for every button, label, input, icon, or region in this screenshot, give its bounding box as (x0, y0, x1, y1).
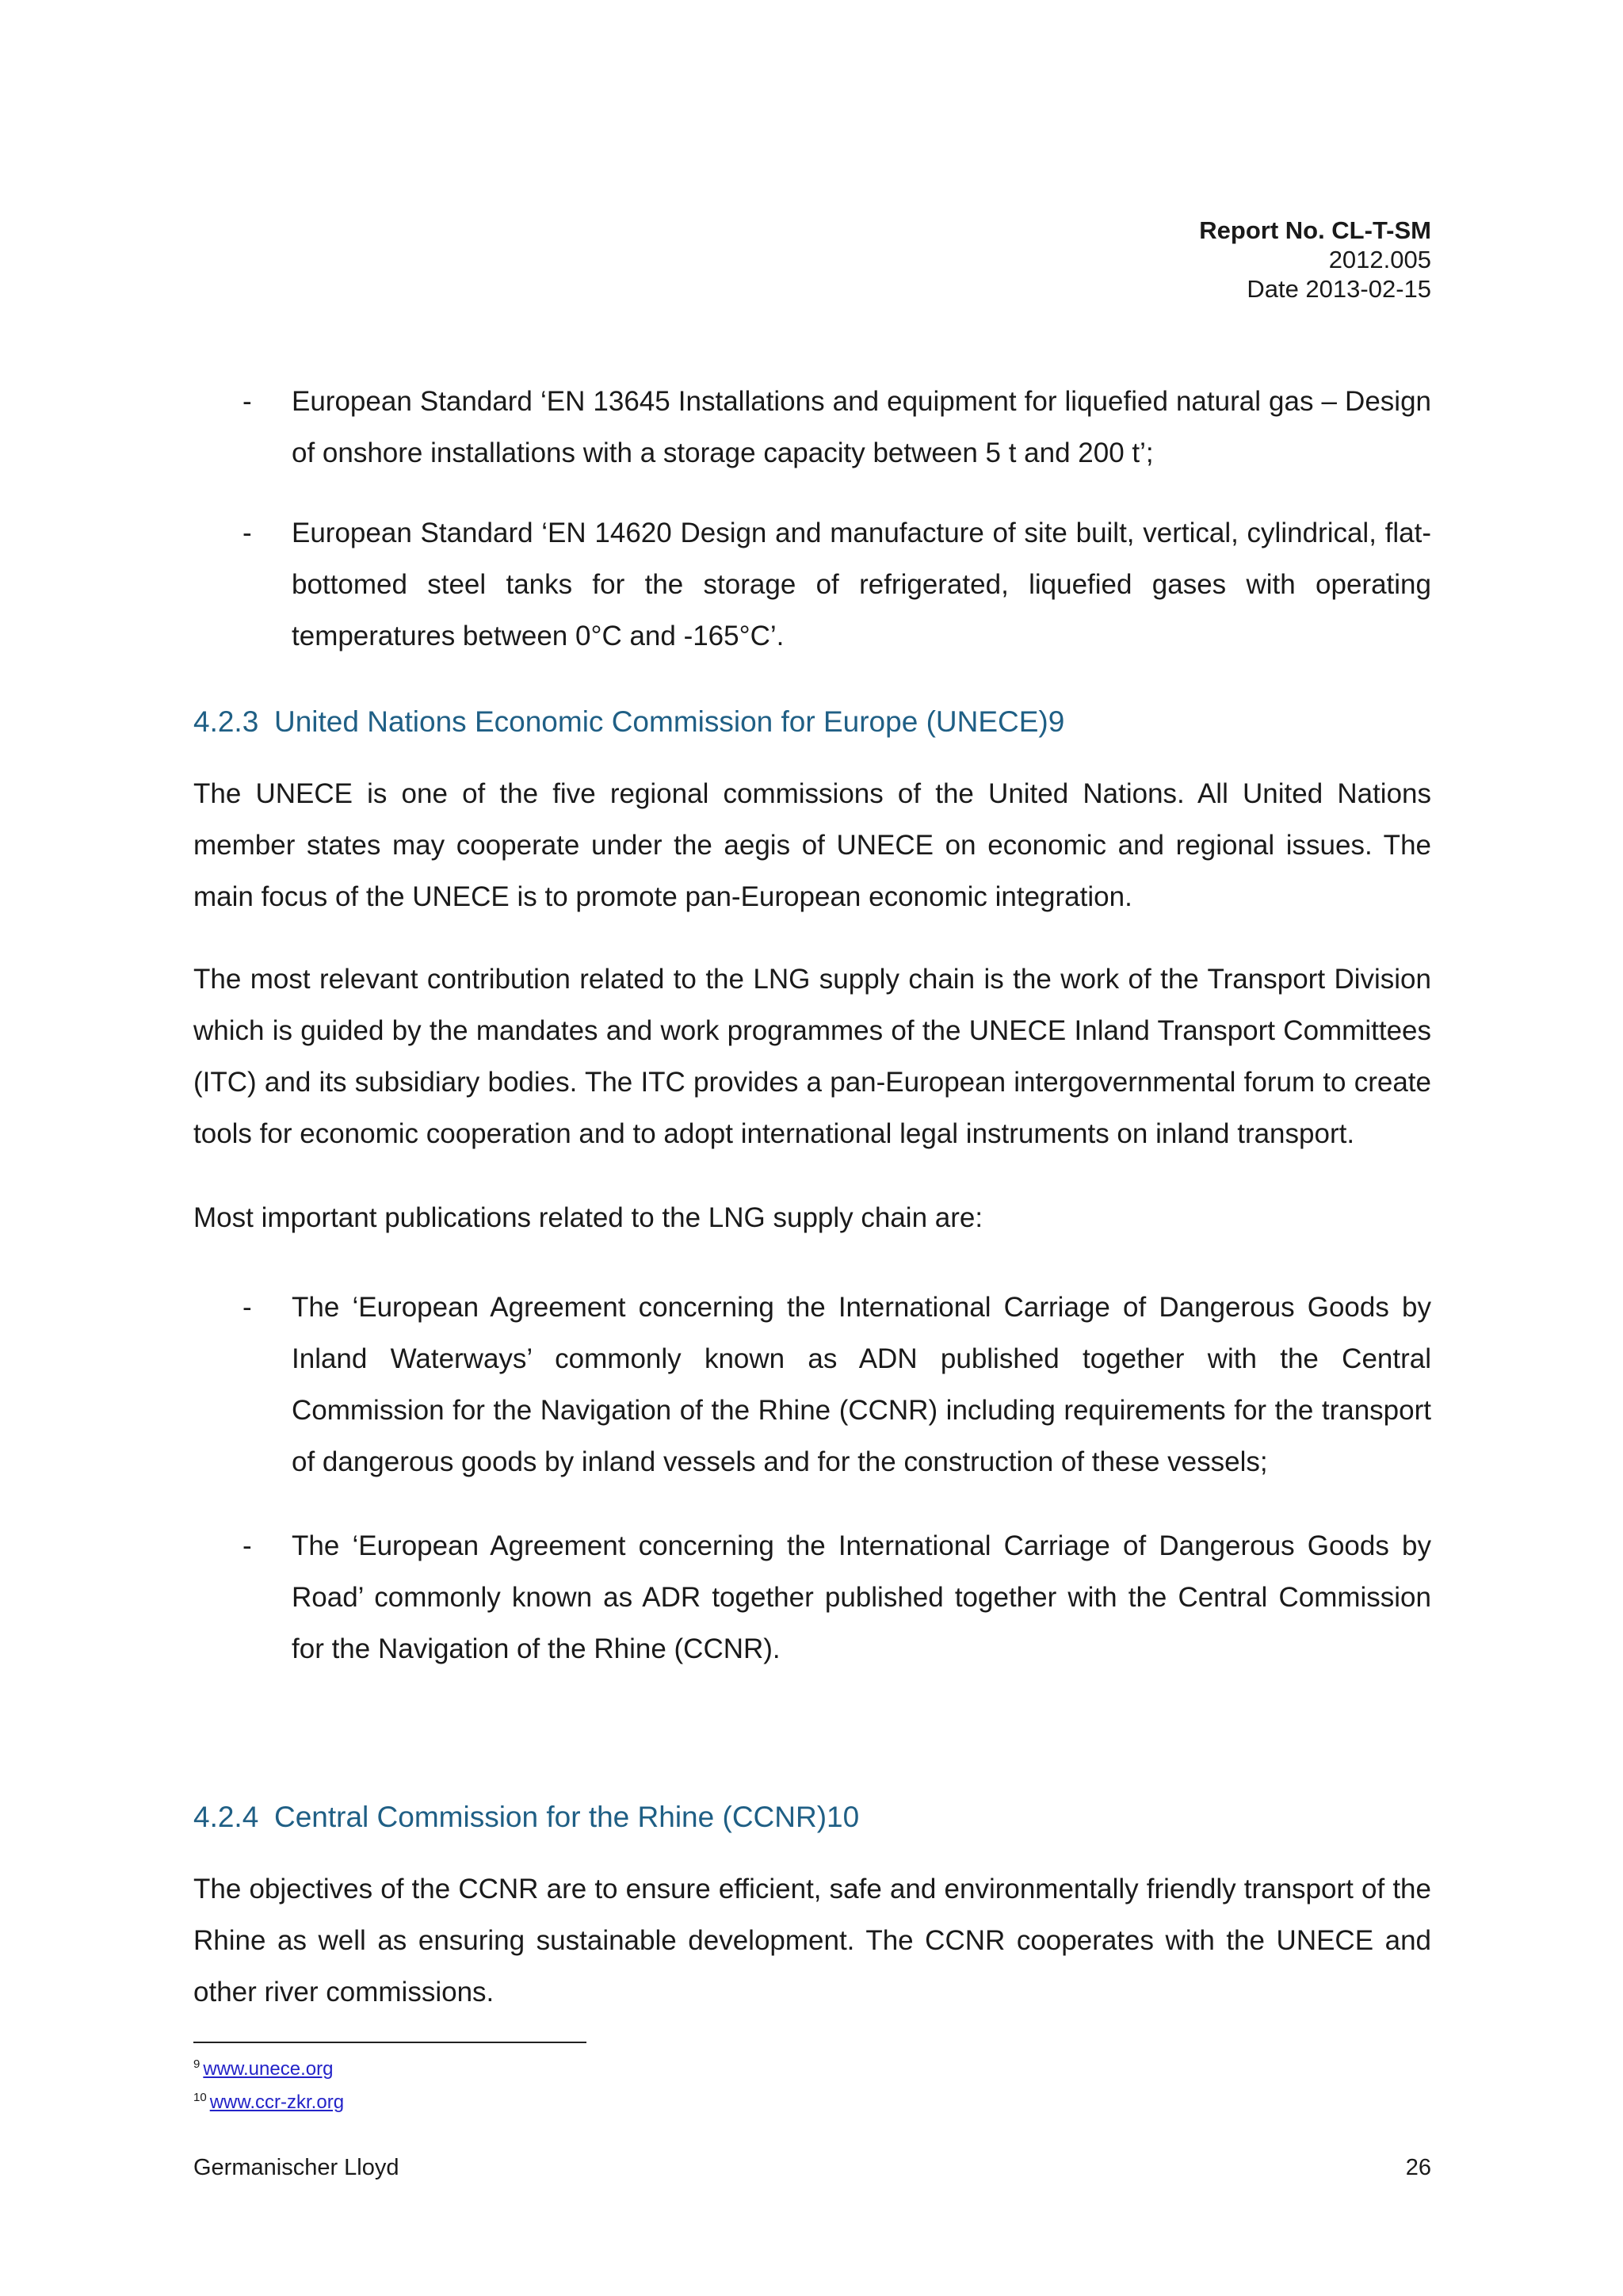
footnote-link[interactable]: www.unece.org (203, 2058, 334, 2080)
list-item-text: European Standard ‘EN 13645 Installations and equipment for liquefied natural gas – Design of onshore installations with a storage capacity between 5 t and 200 t’; (292, 386, 1431, 468)
report-date: Date 2013-02-15 (1247, 275, 1431, 303)
list-item (193, 376, 1431, 479)
report-label: Report No. CL-T-SM (1199, 216, 1431, 244)
bullet-dash: - (242, 1530, 252, 1561)
list-item-text: European Standard ‘EN 14620 Design and manufacture of site built, vertical, cylindrical, flat-bottomed steel tanks for the storage of refrigerated, liquefied gases with operating temperatures between 0°C and -165°C’. (292, 518, 1431, 651)
footnote-mark: 9 (193, 2057, 200, 2071)
section-title: Central Commission for the Rhine (CCNR)10 (274, 1801, 860, 1833)
report-number: 2012.005 (1328, 246, 1431, 273)
bullet-dash: - (242, 1292, 252, 1323)
list-item-text: The ‘European Agreement concerning the International Carriage of Dangerous Goods by Road’ commonly known as ADR together published together with the Central Commission for the Navigation of the Rhine (CCNR). (292, 1530, 1431, 1664)
section-heading-4-2-4 (193, 1797, 859, 1837)
list-item-text: The ‘European Agreement concerning the International Carriage of Dangerous Goods by Inland Waterways’ commonly known as ADN published together with the Central Commission for the Navigation of the Rhine (CCNR) including requirements for the transport of dangerous goods by inland vessels and for the construction of these vessels; (292, 1292, 1431, 1477)
footnote-mark: 10 (193, 2091, 207, 2104)
section-number: 4.2.4 (193, 1801, 259, 1833)
footnote-link[interactable]: www.ccr-zkr.org (209, 2092, 345, 2113)
footnote (193, 2053, 333, 2081)
list-item (193, 507, 1431, 662)
bullet-dash: - (242, 518, 252, 548)
footnote-divider (193, 2042, 586, 2043)
list-item (193, 1282, 1431, 1488)
bullet-dash: - (242, 386, 252, 417)
section-title: United Nations Economic Commission for Europe (UNECE)9 (274, 705, 1065, 738)
paragraph: The most relevant contribution related to the LNG supply chain is the work of the Transport Division which is guided by the mandates and work programmes of the UNECE Inland Transport Committees (ITC) and its subsidiary bodies. The ITC provides a pan-European intergovernmental forum to create tools for economic cooperation and to adopt international legal instruments on inland transport. (193, 964, 1431, 1149)
paragraph: The UNECE is one of the five regional commissions of the United Nations. All United Nations member states may cooperate under the aegis of UNECE on economic and regional issues. The main focus of the UNECE is to promote pan-European economic integration. (193, 778, 1431, 912)
page-number: 26 (1405, 2155, 1431, 2180)
page-footer (193, 2154, 1431, 2181)
footer-company: Germanischer Lloyd (193, 2155, 399, 2180)
section-heading-4-2-3 (193, 702, 1064, 742)
list-item (193, 1520, 1431, 1675)
footnote (193, 2086, 344, 2115)
paragraph: Most important publications related to the LNG supply chain are: (193, 1202, 983, 1233)
paragraph: The objectives of the CCNR are to ensure efficient, safe and environmentally friendly transport of the Rhine as well as ensuring sustainable development. The CCNR cooperates with the UNECE and other river commissions. (193, 1874, 1431, 2008)
report-header (1199, 216, 1431, 304)
section-number: 4.2.3 (193, 705, 259, 738)
